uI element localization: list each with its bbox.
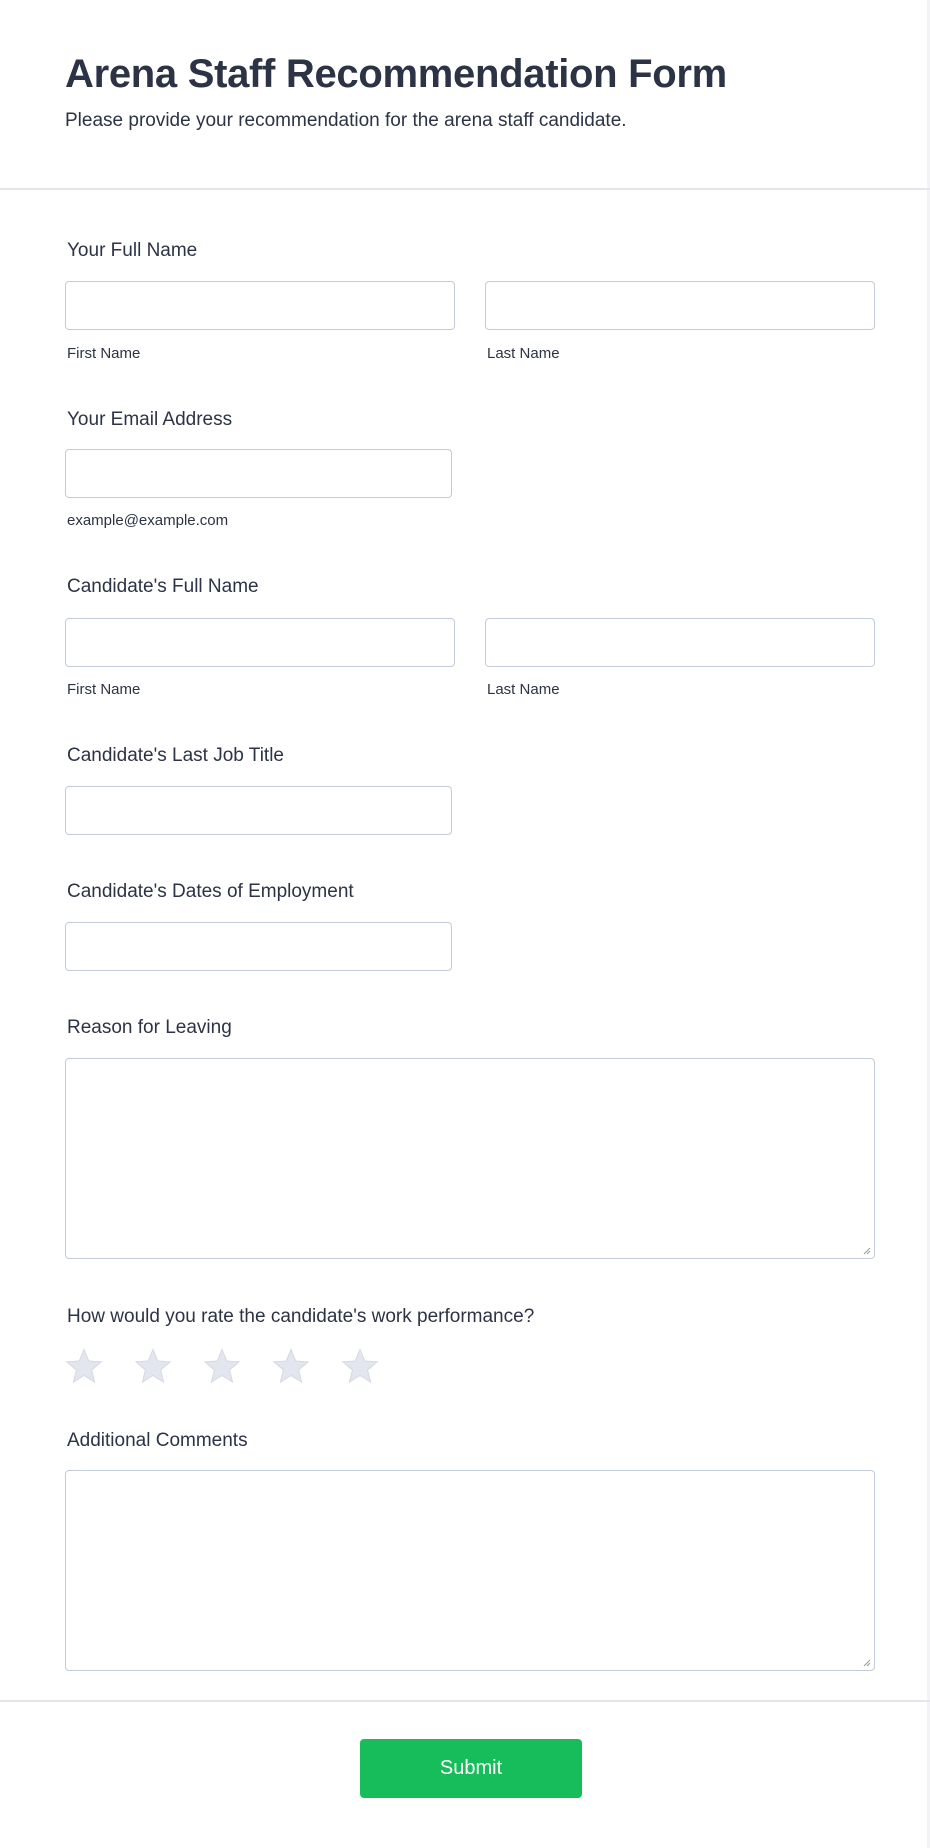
candidate-first-name-sublabel: First Name [67,681,141,698]
star-icon-2[interactable] [134,1347,172,1385]
candidate-first-name-input[interactable] [65,618,455,667]
your-first-name-input[interactable] [65,281,455,330]
candidate-name-label: Candidate's Full Name [67,576,259,597]
star-rating[interactable] [65,1347,379,1385]
email-label: Your Email Address [67,409,233,430]
star-icon-5[interactable] [341,1347,379,1385]
star-icon-4[interactable] [272,1347,310,1385]
candidate-last-name-sublabel: Last Name [487,681,560,698]
dates-label: Candidate's Dates of Employment [67,881,354,902]
reason-textarea[interactable] [65,1058,875,1259]
star-icon-1[interactable] [65,1347,103,1385]
candidate-last-name-input[interactable] [485,618,875,667]
your-last-name-input[interactable] [485,281,875,330]
page-title: Arena Staff Recommendation Form [65,52,727,96]
email-input[interactable] [65,449,452,498]
your-name-label: Your Full Name [67,240,198,261]
header-divider [0,188,930,190]
job-title-label: Candidate's Last Job Title [67,745,284,766]
resize-grip-icon[interactable] [861,1245,871,1255]
resize-grip-icon[interactable] [861,1657,871,1667]
rating-label: How would you rate the candidate's work performance? [67,1306,535,1327]
dates-input[interactable] [65,922,452,971]
comments-textarea[interactable] [65,1470,875,1671]
comments-label: Additional Comments [67,1430,248,1451]
page-subtitle: Please provide your recommendation for the arena staff candidate. [65,110,627,131]
your-first-name-sublabel: First Name [67,345,141,362]
email-sublabel: example@example.com [67,512,229,529]
job-title-input[interactable] [65,786,452,835]
submit-button[interactable]: Submit [360,1739,582,1798]
your-last-name-sublabel: Last Name [487,345,560,362]
footer-divider [0,1700,930,1702]
reason-label: Reason for Leaving [67,1017,232,1038]
star-icon-3[interactable] [203,1347,241,1385]
